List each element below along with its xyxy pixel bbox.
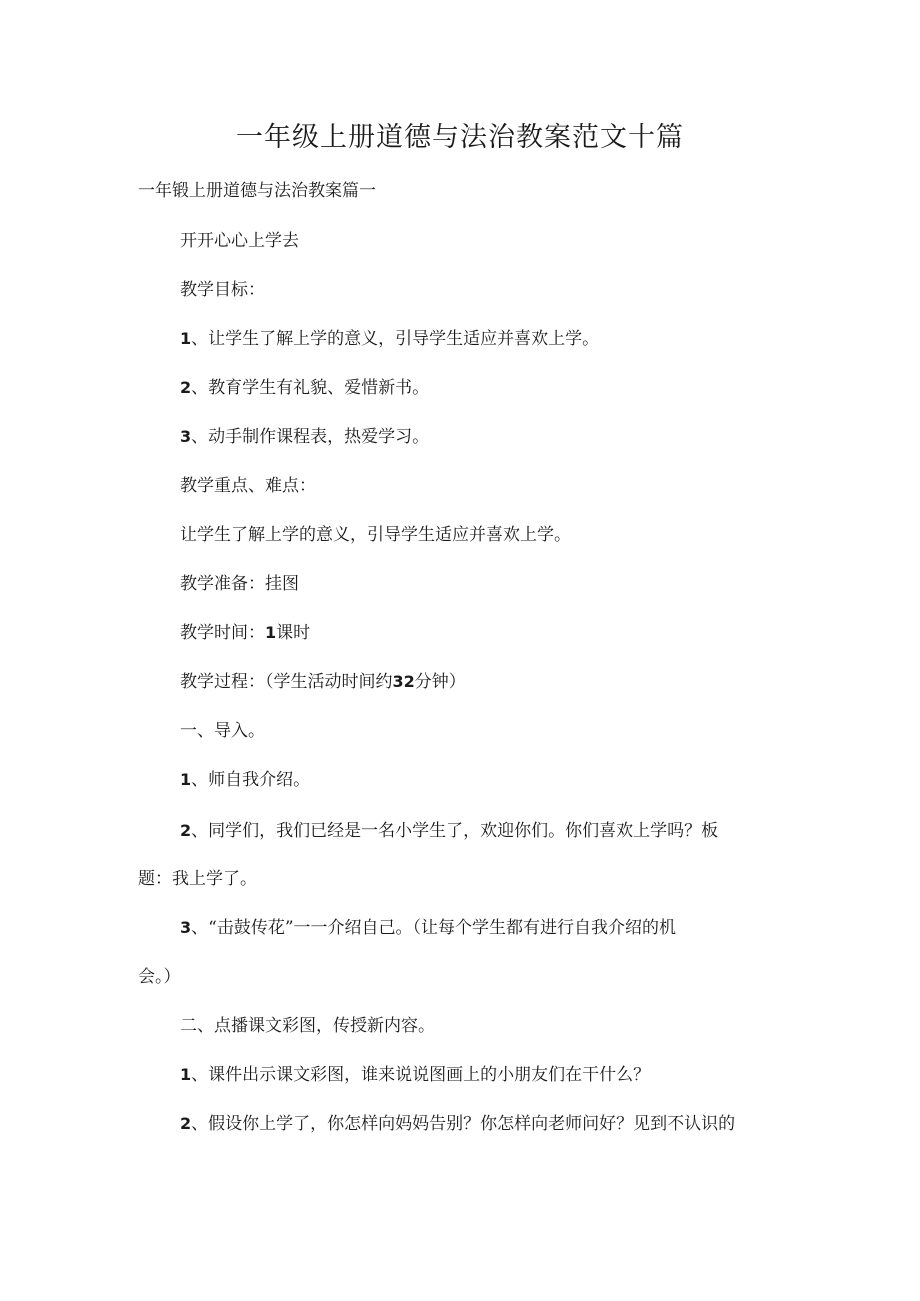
goals-label: 教学目标： bbox=[180, 280, 265, 300]
key-points-text: 让学生了解上学的意义，引导学生适应并喜欢上学。 bbox=[180, 525, 571, 545]
item-text: 、假设你上学了，你怎样向妈妈告别？你怎样向老师问好？见到不认识的 bbox=[191, 1114, 736, 1134]
time-prefix: 教学时间： bbox=[180, 623, 265, 643]
item-number: 1 bbox=[180, 1065, 192, 1084]
item-number: 1 bbox=[180, 329, 192, 348]
part2-item bbox=[180, 1111, 735, 1137]
item-number: 1 bbox=[180, 770, 192, 789]
item-number: 2 bbox=[180, 821, 192, 840]
document-title: 一年级上册道德与法治教案范文十篇 bbox=[236, 122, 684, 153]
lesson-title: 开开心心上学去 bbox=[180, 231, 299, 251]
part1-item-continuation: 题：我上学了。 bbox=[138, 869, 257, 889]
item-number: 3 bbox=[180, 427, 192, 446]
time-suffix: 课时 bbox=[276, 623, 311, 643]
process-number: 32 bbox=[392, 672, 415, 691]
process-prefix: 教学过程：（学生活动时间约 bbox=[180, 672, 393, 692]
part1-item bbox=[180, 915, 676, 941]
time-number: 1 bbox=[265, 623, 277, 642]
goal-item bbox=[180, 326, 599, 352]
process-line bbox=[180, 669, 466, 695]
item-number: 2 bbox=[180, 378, 192, 397]
item-text: 、师自我介绍。 bbox=[191, 770, 311, 790]
part1-item-continuation: 会。） bbox=[138, 967, 181, 987]
part1-item bbox=[180, 818, 718, 844]
process-suffix: 分钟） bbox=[414, 672, 466, 692]
part2-item bbox=[180, 1062, 650, 1088]
key-points-label: 教学重点、难点： bbox=[180, 476, 316, 496]
item-text: 、让学生了解上学的意义，引导学生适应并喜欢上学。 bbox=[191, 329, 600, 349]
item-text: 、课件出示课文彩图，谁来说说图画上的小朋友们在干什么？ bbox=[191, 1065, 651, 1085]
section-heading: 一年锻上册道德与法治教案篇一 bbox=[138, 181, 376, 201]
part2-heading: 二、点播课文彩图，传授新内容。 bbox=[180, 1016, 435, 1036]
prep-line: 教学准备：挂图 bbox=[180, 574, 299, 594]
goal-item bbox=[180, 424, 429, 450]
goal-item bbox=[180, 375, 429, 401]
item-number: 3 bbox=[180, 918, 192, 937]
item-number: 2 bbox=[180, 1114, 192, 1133]
item-text: 、动手制作课程表，热爱学习。 bbox=[191, 427, 430, 447]
item-text: 、同学们，我们已经是一名小学生了，欢迎你们。你们喜欢上学吗？板 bbox=[191, 821, 719, 841]
item-text: 、教育学生有礼貌、爱惜新书。 bbox=[191, 378, 430, 398]
part1-heading: 一、导入。 bbox=[180, 721, 265, 741]
part1-item bbox=[180, 767, 310, 793]
time-line bbox=[180, 620, 310, 646]
item-text: 、“击鼓传花”一一介绍自己。（让每个学生都有进行自我介绍的机 bbox=[191, 918, 677, 938]
